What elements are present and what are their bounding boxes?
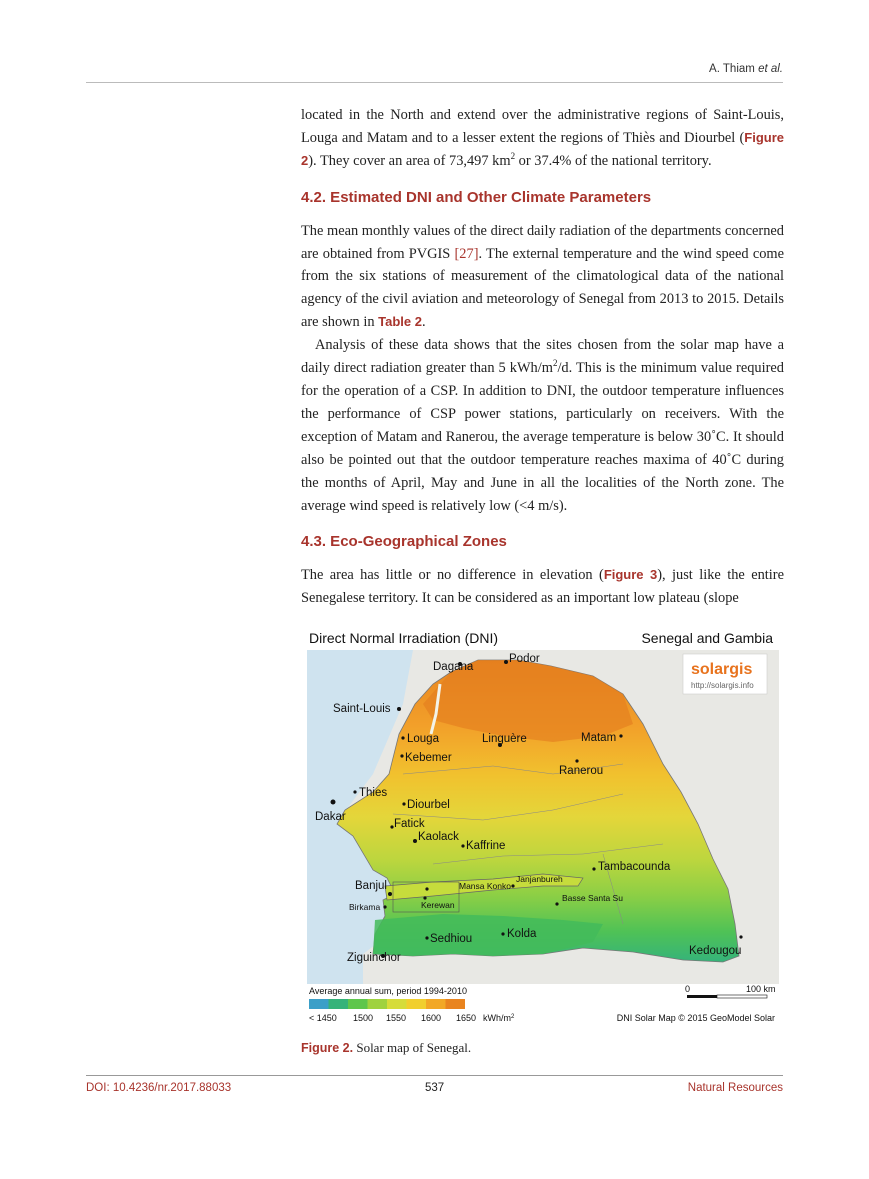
solar-map-svg: [303, 624, 783, 1026]
paragraph-dni: The mean monthly values of the direct daily radiation of the departments concerned are obtained from PVGIS [27]. The external temperature and the wind speed come from the six stations of measurement of the climatological data of the national agency of the civil aviation and meteorology of Senegal from 2013 to 2015. Details are shown in Table 2.: [301, 222, 784, 331]
running-header-author: A. Thiam et al.: [709, 63, 783, 75]
footer-journal[interactable]: Natural Resources: [687, 1082, 783, 1094]
figure-caption-label: Figure 2.: [301, 1041, 354, 1055]
footer-page-number: 537: [425, 1082, 445, 1094]
footer-rule: [86, 1075, 783, 1076]
city-label-tambacounda: Tambacounda: [598, 861, 671, 873]
city-label-banjul: Banjul: [355, 880, 387, 892]
paragraph-regions: located in the North and extend over the administrative regions of Saint-Louis, Louga and Matam and to a lesser extent the regions of Thiès and Diourbel (Figure 2). They cover an area of 73,497 $km^2$ or 37.4% of the national territory.: [301, 107, 784, 169]
city-label-sedhiou: Sedhiou: [430, 933, 473, 945]
city-label-ziguinchor: Ziguinchor: [347, 952, 401, 964]
city-label-podor: Podor: [509, 653, 540, 665]
figure-3-link[interactable]: Figure 3: [603, 567, 658, 583]
solargis-logo: solargis: [691, 661, 753, 678]
legend-label-1450: < 1450: [309, 1013, 337, 1023]
city-label-basse: Basse Santa Su: [562, 893, 623, 903]
paragraph-analysis: Analysis of these data shows that the sites chosen from the solar map have a daily direct radiation greater than 5 kWh/$m^2/d$. This is the minimum value required for the operation of a CSP. In addition to DNI, the outdoor temperature influences the performance of CSP power stations, particularly on receivers. With the exception of Matam and Ranerou, the average temperature is below 30˚C. It should also be pointed out that the outdoor temperature reaches maxima of 40˚C during the months of April, May and June in all the localities of the North zone. The average wind speed is relatively low (<4 m/s).: [301, 337, 784, 514]
section-heading-4-2: 4.2. Estimated DNI and Other Climate Parameters: [301, 188, 652, 206]
city-label-matam: Matam: [581, 732, 617, 744]
legend-swatch: [446, 999, 466, 1009]
legend-swatch: [368, 999, 388, 1009]
city-label-diourbel: Diourbel: [407, 799, 450, 811]
legend-swatches: [309, 999, 465, 1009]
scale-end: 100 km: [746, 984, 776, 994]
figure-2-link[interactable]: Figure 2: [301, 129, 784, 168]
city-label-dakar: Dakar: [315, 811, 346, 823]
legend-unit: kWh/$m^2$: [483, 1013, 515, 1023]
legend-swatch: [309, 999, 329, 1009]
legend-title: Average annual sum, period 1994-2010: [309, 986, 467, 996]
footer-doi[interactable]: DOI: 10.4236/nr.2017.88033: [86, 1082, 232, 1094]
scale-zero: 0: [685, 984, 691, 994]
city-label-fatick: Fatick: [394, 818, 425, 830]
legend-swatch: [407, 999, 427, 1009]
city-label-mansa-konko: Mansa Konko: [459, 881, 511, 891]
legend-label-1650: 1650: [456, 1013, 477, 1023]
legend-swatch: [426, 999, 446, 1009]
city-label-birkama: Birkama: [349, 902, 381, 912]
city-label-kaffrine: Kaffrine: [466, 840, 506, 852]
legend-label-1500: 1500: [353, 1013, 374, 1023]
figure-caption: Figure 2. Solar map of Senegal.: [301, 1040, 472, 1055]
city-label-kedougou: Kedougou: [689, 945, 742, 957]
table-2-link[interactable]: Table 2: [378, 314, 422, 330]
solargis-url: http://solargis.info: [691, 681, 754, 690]
city-label-kaolack: Kaolack: [418, 831, 459, 843]
article-body: [301, 104, 784, 610]
legend-label-1600: 1600: [421, 1013, 442, 1023]
city-label-louga: Louga: [407, 733, 439, 745]
city-label-saint-louis: Saint-Louis: [333, 703, 391, 715]
legend-swatch: [329, 999, 349, 1009]
city-label-janjanbureh: Janjanbureh: [516, 874, 563, 884]
map-credit: DNI Solar Map © 2015 GeoModel Solar: [616, 1013, 775, 1023]
city-label-thies: Thies: [359, 787, 388, 799]
city-label-kolda: Kolda: [507, 928, 537, 940]
scale-bar-dark: [687, 995, 717, 998]
scale-bar-light: [717, 995, 767, 998]
city-label-kebemer: Kebemer: [405, 752, 452, 764]
section-heading-4-3: 4.3. Eco-Geographical Zones: [301, 533, 507, 551]
map-title: Direct Normal Irradiation (DNI): [309, 630, 499, 646]
legend-swatch: [348, 999, 368, 1009]
citation-27-link[interactable]: [27]: [454, 245, 479, 262]
solar-map-figure: [303, 624, 783, 1026]
city-label-ranerou: Ranerou: [559, 765, 604, 777]
header-rule: [86, 82, 783, 83]
city-label-linguere: Linguère: [482, 733, 527, 745]
legend-label-1550: 1550: [386, 1013, 407, 1023]
legend-swatch: [387, 999, 407, 1009]
paragraph-elevation: The area has little or no difference in elevation (Figure 3), just like the entire Senegalese territory. It can be considered as an important low plateau (slope: [301, 567, 784, 607]
map-region-title: Senegal and Gambia: [641, 630, 773, 646]
city-label-kerewan: Kerewan: [421, 900, 455, 910]
city-label-dagana: Dagana: [433, 661, 474, 673]
